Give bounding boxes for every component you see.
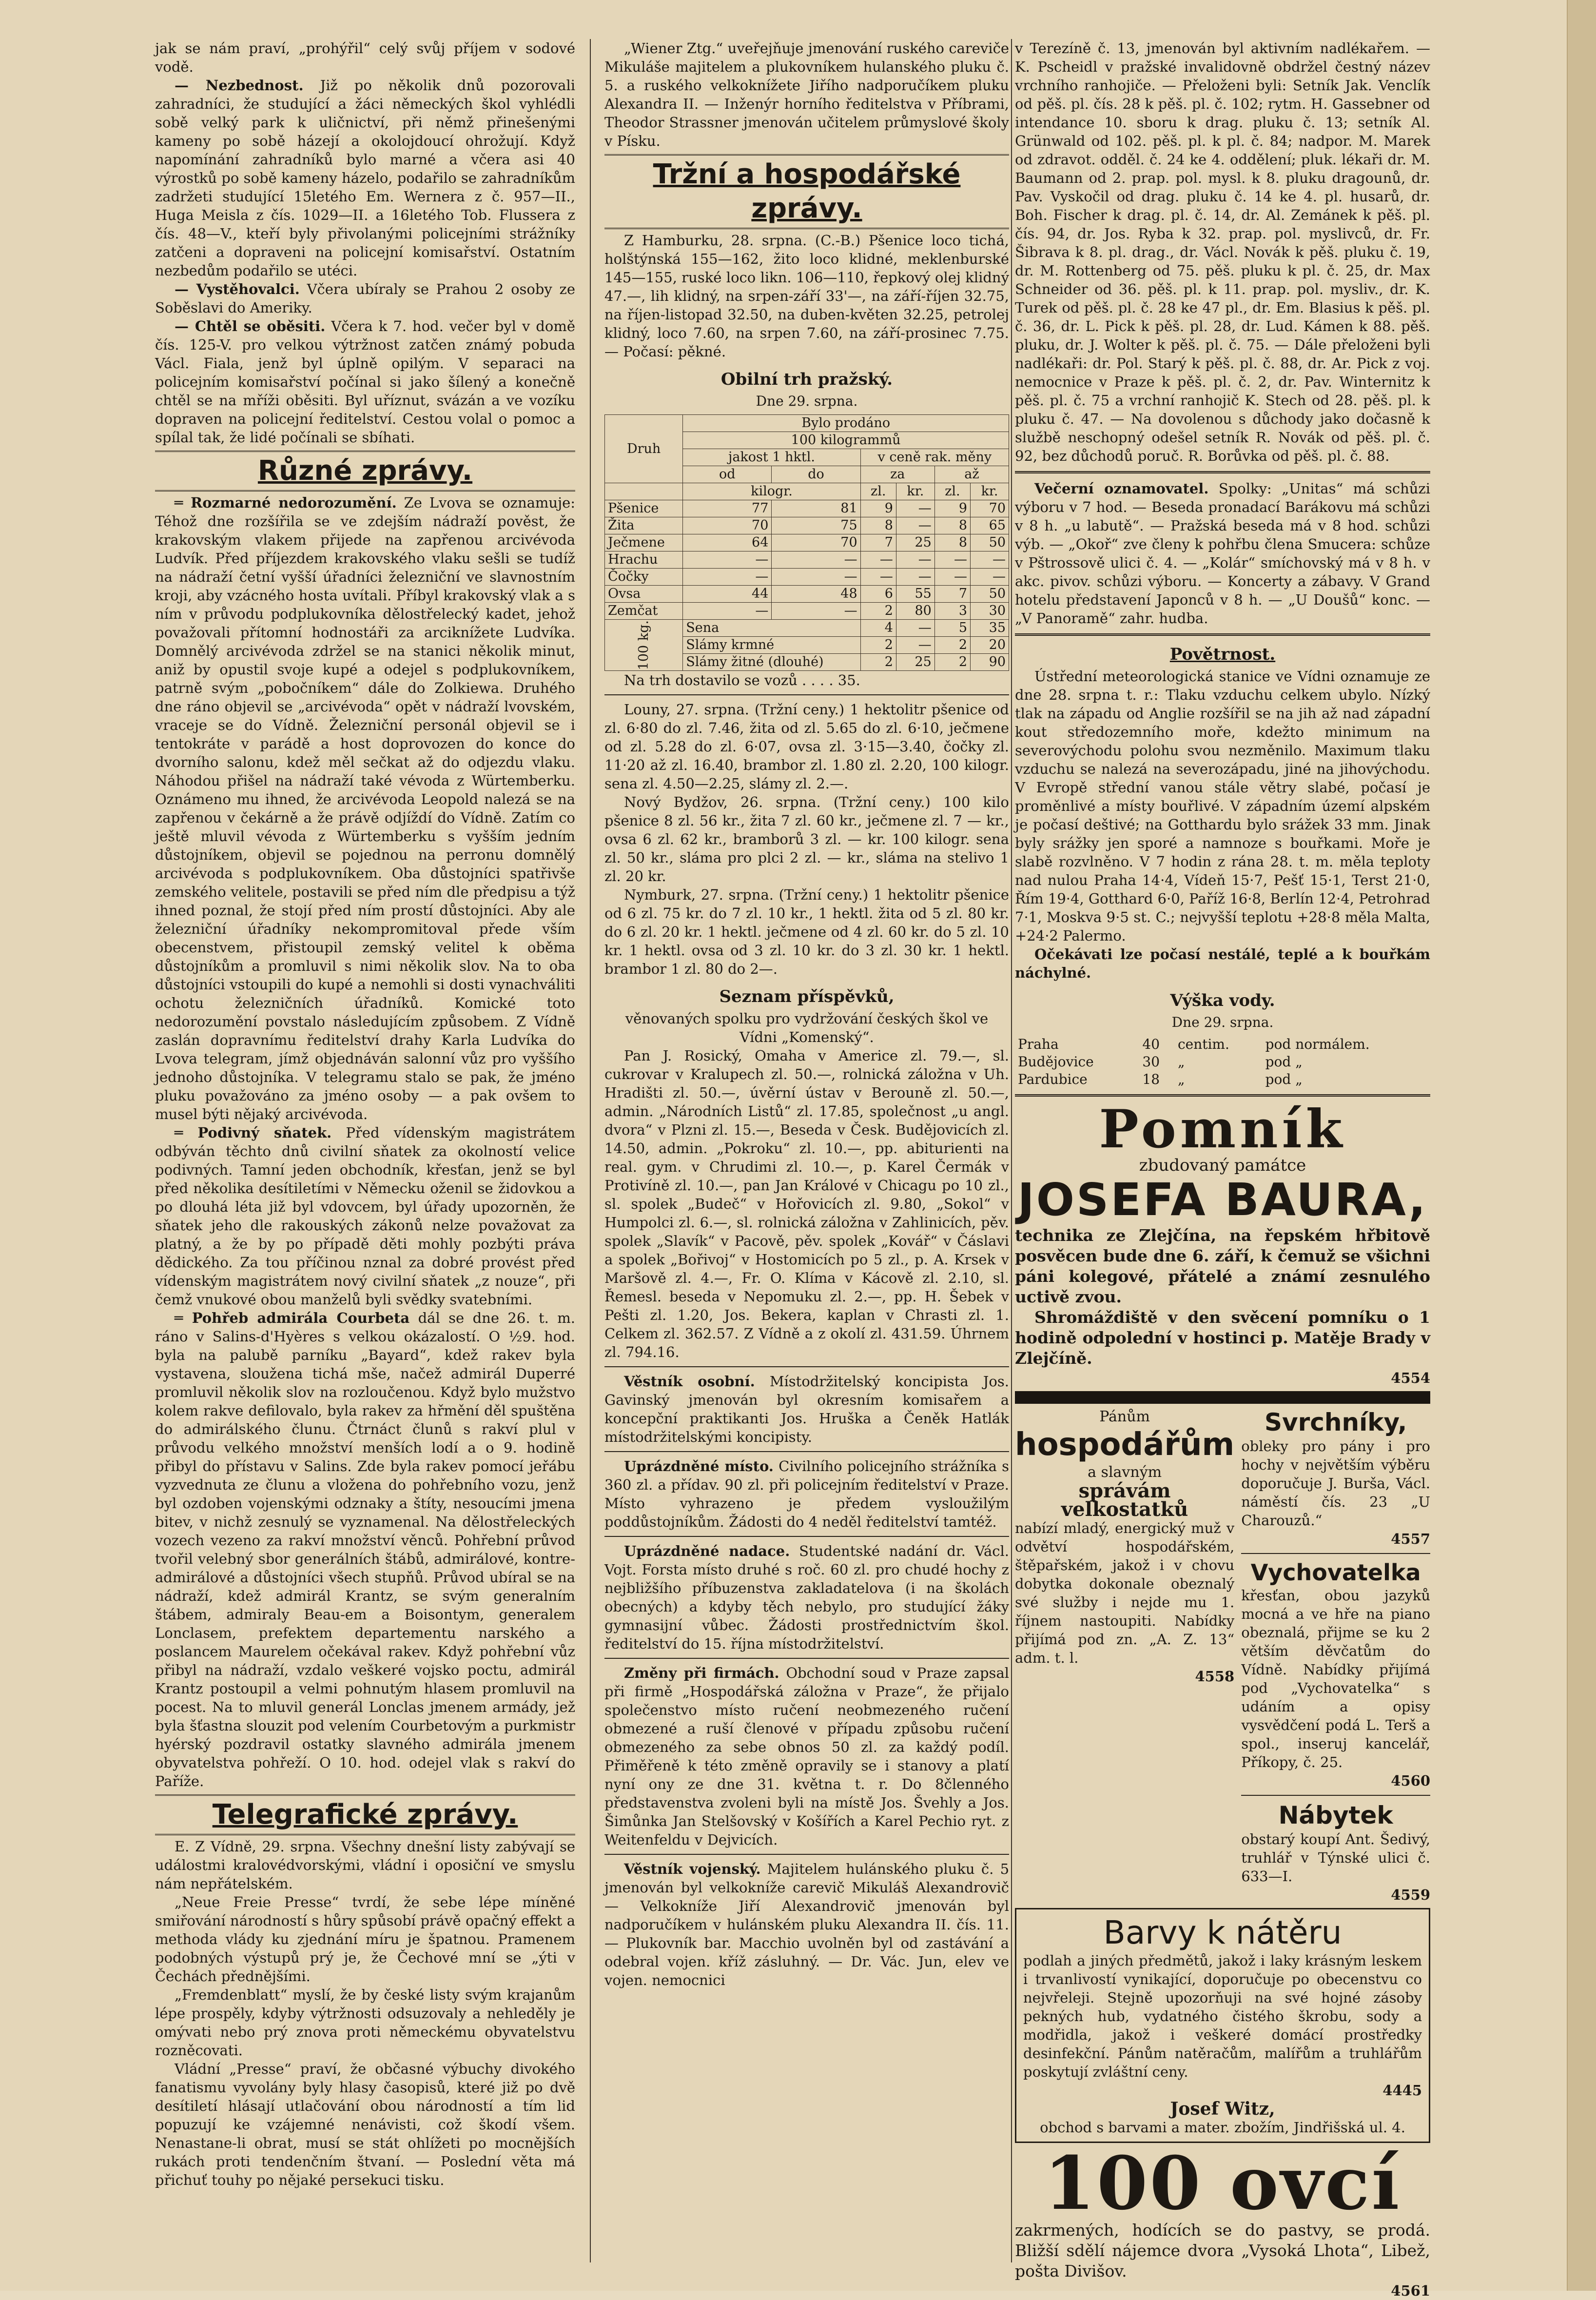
table-header-az: až: [934, 466, 1009, 483]
ad-nabytek-text: obstarý koupí Ant. Šedivý, truhlář v Týnské ulici č. 633—I.: [1241, 1831, 1430, 1885]
ad-number: 4554: [1391, 1370, 1430, 1386]
table-row: Zemčat — — 2 80 3 30: [605, 603, 1009, 620]
table-header-za: za: [860, 466, 934, 483]
table-header-kr: kr.: [896, 483, 934, 500]
telegram-item: Vládní „Presse“ praví, že občasné výbuchy divokého fanatismu vyvolány byly hlasy časopisů, které již po dvě desítiletí hlásají utlačování obou národností a tím lid popuzují ke vzájemné nenávisti, což škodí všem. Nenastane-li obrat, musí se stát ohlížeti po mocnějších rukách proti tendenčním štvaní. — Poslední věta má přichuť touhy po nějaké persekuci tisku.: [155, 2061, 575, 2188]
table-header-do: do: [772, 466, 860, 483]
telegram-item: E. Z Vídně, 29. srpna. Všechny dnešní listy zabývají se událostmi kralovédvorskými, vládní i oposiční ve smyslu nám nepřátelském.: [155, 1838, 575, 1892]
table-row: Budějovice 30 „ pod „: [1018, 1054, 1303, 1070]
ad-hosp-line1: Pánům: [1099, 1408, 1150, 1425]
ad-ovci-title: 100 ovcí: [1044, 2141, 1401, 2226]
news-item: — Vystěhovalci. Včera ubíraly se Prahou 2 osoby ze Soběslavi do Ameriky.: [155, 281, 575, 316]
notice-item: Věstník osobní. Místodržitelský koncipista Jos. Gavinský jmenován byl okresním komisařem a koncepční praktikanti Jos. Hruška a Čeněk Hatlák místodržitelskými koncipisty.: [604, 1373, 1009, 1446]
ad-number: 4559: [1391, 1887, 1430, 1903]
divider: [604, 694, 1009, 695]
market-report-nymburk: Nymburk, 27. srpna. (Tržní ceny.) 1 hektolitr pšenice od 6 zl. 75 kr. do 7 zl. 10 kr., 1 hektl. žita od 5 zl. 80 kr. do 6 zl. 20 kr. 1 hektl. ječmene od 4 zl. 60 kr. do 5 zl. 10 kr. 1 hektl. ovsa od 3 zl. 10 kr. do 3 zl. 30 kr. 1 hektl. brambor 1 zl. 80 do 2—.: [604, 886, 1009, 978]
water-level-date: Dne 29. srpna.: [1171, 1014, 1274, 1030]
table-row: Praha 40 centim. pod normálem.: [1018, 1036, 1370, 1052]
news-item: — Chtěl se oběsiti. Včera k 7. hod. večer byl v domě čís. 125-V. pro velkou výtržnost zatčen známý pobuda Václ. Fiala, jenž byl úplně opilým. V separaci na policejním komisařství počínal si jako šílený a konečně chtěl se na mříži oběsiti. Byl uříznut, svázán a ve vozíku dopraven na policejní ředitelství. Cestou volal o pomoc a spílal tak, že lidé počínali se sbíhati.: [155, 318, 575, 446]
notice-item: Změny při firmách. Obchodní soud v Praze zapsal při firmě „Hospodářská záložna v Praze“, že přijalo společenstvo místo ručení neobmezeného ručení obmezené a ruší členové v případu způsobu ručení obmezeného za sebe obnos 50 zl. za každý podíl. Přiměřeně k této změně opravily se i stanovy a platí nyní ony ze dne 31. května t. r. Do 8členného představenstva zvoleni byli na místě Jos. Švehly a Jos. Šimůnka Jan Stelšovský v Košířích a Karel Pechio ryt. z Weitenfeldu v Dejvicích.: [604, 1665, 1010, 1848]
table-row: Hrachu — — — — — —: [605, 551, 1009, 569]
ad-pomnik-subtitle: zbudovaný památce: [1139, 1156, 1306, 1175]
military-appointments: v Terezíně č. 13, jmenován byl aktivním nadlékařem. — K. Pscheidl v pražské invalidovně obdržel čestný název vrchního ranhojiče. — Přeloženi byli: Setník Jak. Venclík od pěš. pl. čís. 28 k pěš. pl. č. 102; rytm. H. Gassebner od intendance 10. sboru k drag. pluku č. 13; setník Al. Grünwald od 102. pěš. pl. k pl. č. 84; nadpor. M. Marek od zdravot. odděl. č. 24 ke 4. oddělení; pluk. lékaři dr. M. Baumann od 2. prap. pol. mysl. k 8. pluku dragounů, dr. Pav. Vyskočil od drag. pluku č. 14 ke 4. pl. husarů, dr. Boh. Fischer k drag. pl. č. 14, dr. Al. Zemánek k pěš. pl. čís. 94, dr. Jos. Ryba k 32. prap. pol. myslivců, dr. Fr. Šibrava k 8. pl. drag., dr. Václ. Novák k pěš. pluku č. 19, dr. M. Rottenberg od 75. pěš. pluku k pl. č. 25, dr. Max Schneider od 36. pěš. pl. k 11. prap. pol. mysliv., dr. K. Turek od pěš. pl. č. 28 ke 47 pl., dr. Em. Blasius k pěš. pl. č. 36, dr. L. Pick k pěš. pl. 28, dr. Lud. Kámen k 88. pěš. pluku, dr. J. Wolter k pěš. pl. č. 75. — Dále přeloženi byli nadlékaři: dr. Pol. Starý k pěš. pl. č. 88, dr. Ar. Pick z voj. nemocnice v Praze k pěš. pl. č. 2, dr. Pav. Winternitz k pěš. pl. č. 75 a vrchní ranhojič K. Stech od 28. pěš. pl. k pluku č. 47. — Na dovolenou s důchody jako dočasně k službě neschopný odešel setník R. Novák od pěš. pl. č. 92, bez důchodů poruč. R. Borůvka od pěš. pl. č. 88.: [1015, 40, 1430, 464]
contributions-title: Seznam příspěvků,: [719, 987, 895, 1007]
weather-outlook: Očekávati lze počasí nestálé, teplé a k bouřkám náchylné.: [1015, 946, 1430, 981]
section-heading-telegraficke: Telegrafické zprávy.: [155, 1794, 575, 1835]
news-item: ═ Pohřeb admirála Courbeta dál se dne 26. t. m. ráno v Salins-d'Hyères s velkou okázalostí. O ½9. hod. byla na palubě parníku „Bayard“, kdež rakev byla vystavena, sloužena tichá mše, načež admirál Duperré promluvil několik slov na rozloučenou. Když bylo mužstvo kolem rakve defilovalo, byla rakev za hřmění děl spuštěna do admirálského člunu. Čtrnáct člunů s rakví plul v průvodu velkého množství menších lodí a o 9. hodině přibyl do přístavu v Salins. Zde byla rakev pomocí jeřábu vyzvednuta ze člunu a vložena do pohřebního vozu, jenž byl ozdoben vojenskými odznaky a štíty, nesoucími jmena bitev, v nichž zesnulý se vyznamenal. Na dělostřeleckých vozech vezeno za rakví množství věnců. Pohřební průvod tvořil velebný sbor generálních štábů, admirálové, kontre-admirálové a důstojníci všech stupňů. Průvod ubíral se na nádraží, kdež admirál Krantz, se svým generalním štábem, admiraly Beau-em a Boisontym, generalem Lonclasem, prefektem departementu narského a poslancem Maurelem očekával rakev. Když pohřební vůz přibyl na nádraží, vzdalo veškeré vojsko poctu, admirál Krantz postoupil a velmi pohnutým hlasem promluvil na pocest. Na to mluvil generál Lonclas jmenem armády, jež byla šťastna slouzit pod velením Courbetovým a purkmistr hyérský pozdravil ostatky slavného admirála jmenem obyvatelstva pohřeží. O 10. hod. odejel vlak s rakví do Paříže.: [155, 1310, 575, 1789]
ad-vychovatelka-title: Vychovatelka: [1250, 1559, 1421, 1586]
table-header-price: v ceně rak. měny: [860, 449, 1009, 466]
ad-nabytek-title: Nábytek: [1278, 1801, 1393, 1829]
market-table-date: Dne 29. srpna.: [756, 393, 858, 409]
ad-pomnik-meeting: Shromáždiště v den svěcení pomníku o 1 hodině odpolední v hostinci p. Matěje Brady v Zlejčíně.: [1015, 1308, 1430, 1368]
market-report-louny: Louny, 27. srpna. (Tržní ceny.) 1 hektolitr pšenice od zl. 6·80 do zl. 7.46, žita od zl. 5.65 do zl. 6·10, ječmene od zl. 5.28 do zl. 6·07, ovsa zl. 3·15—3.40, čočky zl. 11·20 až zl. 16.40, brambor zl. 1.80 zl. 2.20, 100 kilogr. sena zl. 4.50—2.25, slámy zl. 2.—.: [604, 701, 1009, 792]
divider-bar: [1015, 1391, 1430, 1404]
ad-number: 4558: [1195, 1668, 1235, 1685]
ad-barvy-name: Josef Witz,: [1170, 2099, 1275, 2119]
ad-barvy: [1015, 1908, 1430, 2143]
carts-count: Na trh dostavilo se vozů . . . . 35.: [624, 672, 860, 689]
notice-item: Uprázdněné nadace. Studentské nadání dr. Václ. Vojt. Forsta místo druhé s roč. 60 zl. pro chudé hochy z nejbližšího příbuzenstva zakladatelova (i na školách obecných) a kdyby těch nebylo, pro studující žáky gymnasijní vůbec. Žádosti prostřednictvím škol. ředitelství do 15. října místodržitelství.: [604, 1543, 1009, 1652]
side-label: 100 kg.: [605, 620, 683, 671]
column-left: [155, 39, 575, 2277]
table-row: Slámy krmné 2 — 2 20: [605, 637, 1009, 654]
table-row: Žita 70 75 8 — 8 65: [605, 517, 1009, 534]
ad-barvy-address: obchod s barvami a mater. zbožím, Jindřišská ul. 4.: [1040, 2119, 1405, 2136]
ad-number: 4445: [1382, 2082, 1422, 2099]
notice-item: Věstník vojenský. Majitelem hulánského pluku č. 5 jmenován byl velkokníže carevič Mikuláš Alexandrovič — Velkokníže Jiří Alexandrovič jmenován byl nadporučíkem v hulánském pluku Alexandra II. čís. 11. — Plukovník bar. Macchio uvolněn byl od zastávání a odebral vojen. kříž zásluhný. — Dr. Vác. Jun, elev ve vojen. nemocnici: [604, 1861, 1010, 1989]
market-table-title: Obilní trh pražský.: [720, 370, 893, 389]
table-header-kilogr: kilogr.: [683, 483, 860, 500]
notice-item: Uprázdněné místo. Civilního policejního strážníka s 360 zl. a přídav. 90 zl. při policejním ředitelství v Praze. Místo vyhrazeno je předem vysloužilým poddůstojníkům. Žádosti do 4 neděl ředitelství tamtéž.: [604, 1458, 1009, 1531]
news-item: ═ Rozmarné nedorozumění. Ze Lvova se oznamuje: Téhož dne rozšířila se ve zdejším nádraží pověst, že krakovským vlakem přijede na zapřenou arcivévoda Ludvík. Před příjezdem krakovského vlaku sešli se tudíž na nádraží četní vyšší úřadníci železniční ve slavnostním kroji, aby vzácného hosta uvítali. Příbyl krakovský vlak a s ním v průvodu podplukovníka dělostřelecký kadet, jehož považovali přítomní hodnostáři za arciknížete Ludvíka. Domnělý arcivévoda zdržel se na stanici několik minut, aniž by opustil svoje kupé a odejel s podplukovníkem, patrně svým „pobočníkem“ dále do Zolkiewa. Druhého dne ráno objevil se „arcivévoda“ opět v nádraží lvovském, vraceje se do Vídně. Železniční personál objevil se i tentokráte v parádě a host doprovozen do konce do dvorního salonu, kdež měl sečkat až do odjezdu vlaku. Náhodou přišel na nádraží také vévoda z Würtemberku. Oznámeno mu ihned, že arcivévoda Leopold nalezá se na zapřenou v čekárně a že právě odjíždí do Vídně. Zatím co ještě mluvil vévoda z Würtemberku s vyšším jedním důstojníkem, objevil se pojednou na perronu domnělý arcivévoda s podplukovníkem. Oba důstojníci spatřivše zemského velitele, postavili se před ním dle předpisu a týž ihned poznal, že stojí před ním prostí důstojníci. Aby ale železniční úřadníky nekompromitoval přede vším obecenstvem, přistoupil zemský velitel k oběma důstojníkům a promluvil s nimi několik slov. Na to oba důstojníci vstoupili do kupé a nemohli si dosti vynachváliti ochotu železničních úřadníků. Komické toto nedorozumění povstalo následujícím způsobem. Z Vídně zaslán dopravnímu ředitelství drahy Karla Ludvíka do Lvova telegram, jímž objednáván salonní vůz pro vyššího jednoho důstojníka. V telegramu stalo se pak, že jméno pluku považováno za jméno osoby — a pak ovšem to musel býti nějaký arcivévoda.: [155, 494, 576, 1122]
divider: [604, 1536, 1009, 1537]
ad-svrchniky-text: obleky pro pány i pro hochy v největším výběru doporučuje J. Burša, Václ. náměstí čís. 23 „U Charouzů.“: [1241, 1438, 1430, 1529]
ad-hospodarum: [1015, 1408, 1234, 1904]
divider: [604, 1366, 1009, 1367]
ad-hosp-text: nabízí mladý, energický muž v odvětví hospodářském, štěpařském, jakož i v chovu dobytka dokonale obeznalý své služby i nejde mu 1. říjnem nastoupiti. Nabídky přijímá pod zn. „A. Z. 13“ adm. t. l.: [1015, 1520, 1235, 1666]
ad-hosp-line4: správám velkostatků: [1061, 1479, 1188, 1521]
table-row: Pšenice 77 81 9 — 9 70: [605, 500, 1009, 517]
ad-number: 4557: [1391, 1531, 1430, 1547]
page-binding-edge: [1567, 0, 1596, 2291]
ad-pomnik-name: JOSEFA BAURA,: [1017, 1174, 1428, 1226]
table-header-druh: Druh: [605, 415, 683, 483]
water-level-title: Výška vody.: [1170, 991, 1275, 1010]
ad-hosp-title: hospodářům: [1015, 1427, 1235, 1463]
divider: [604, 1451, 1009, 1452]
weather-report: Ústřední meteorologická stanice ve Vídni oznamuje ze dne 28. srpna t. r.: Tlaku vzduchu celkem ubylo. Nízký tlak na západu od Anglie rozšířil se na jih až nad západní kout středozemního moře, kdežto minimum na severovýchodu polohu svou nezměnilo. Maximum tlaku vzduchu se nalezá na severozápadu, jiné na jihovýchodu. V Evropě střední vanou stále větry slabé, počasí je proměnlivé a místy bouřlivé. V západním území alpském je počasí deštivé; na Gotthardu bylo srážek 33 mm. Jinak byly srážky jen sporé a namnoze s bouřkami. Moře je slabě rozvlněno. V 7 hodin z rána 28. t. m. měla teploty nad nulou Praha 14·4, Vídeň 15·7, Pešť 15·1, Terst 21·0, Řím 19·4, Gotthard 6·0, Paříž 16·8, Berlín 12·4, Petrohrad 7·1, Moskva 9·5 st. C.; nejvyšší teplotu +28·8 měla Malta, +24·2 Palermo.: [1015, 668, 1430, 944]
ad-pomnik-title: Pomník: [1099, 1099, 1346, 1160]
section-heading-trzni: Tržní a hospodářské zprávy.: [604, 154, 1009, 229]
ad-barvy-title: Barvy k nátěru: [1103, 1914, 1342, 1951]
ad-number: 4561: [1391, 2282, 1430, 2299]
contributions-subtitle: věnovaných spolku pro vydržování českých škol ve Vídni „Komenský“.: [625, 1010, 989, 1046]
column-right: [1015, 39, 1431, 2299]
divider: [1241, 1553, 1430, 1554]
divider: [1015, 471, 1430, 473]
table-row: Ovsa 44 48 6 55 7 50: [605, 586, 1009, 603]
ad-barvy-text: podlah a jiných předmětů, jakož i laky krásným leskem i trvanlivostí vynikající, doporučuje po obecenstvu co nejvřeleji. Stejně upozorňuji na své hojné zásoby pekných hub, vydatného čistého škrobu, sody a modřidla, jakož i veškeré domácí prostředky desinfekční. Pánům natěračům, malířům a truhlářům poskytují zvláštní ceny.: [1023, 1952, 1422, 2080]
ad-hosp-line3: a slavným: [1088, 1464, 1162, 1481]
table-header-unit: 100 kilogrammů: [683, 432, 1009, 449]
column-middle: [604, 39, 1009, 2277]
market-report-hamburk: Z Hamburku, 28. srpna. (C.-B.) Pšenice loco tichá, holštýnská 155—162, žito loco klidné, meklenburské 145—155, ruské loco likn. 106—110, řepkový olej klidný 47.—, lih klidný, na srpen-září 33'—, na září-říjen 32.75, na říjen-listopad 32.50, na duben-květen 32.25, petrolej klidný, loco 7.60, na srpen 7.60, na září-prosinec 7.75. — Počasí: pěkné.: [604, 232, 1009, 360]
table-row: Slámy žitné (dlouhé) 2 25 2 90: [605, 654, 1009, 671]
market-report-bydzov: Nový Bydžov, 26. srpna. (Tržní ceny.) 100 kilo pšenice 8 zl. 56 kr., žita 7 zl. 60 kr., ječmene zl. 7 — kr., ovsa 6 zl. 62 kr., bramborů 3 zl. — kr. 100 kilogr. sena zl. 50 kr., sláma pro plci 2 zl. — kr., sláma na stelivo 1 zl. 20 kr.: [604, 794, 1009, 885]
ads-two-column: [1015, 1408, 1430, 1904]
grain-market-table: [604, 414, 1009, 671]
weather-title: Povětrnost.: [1169, 645, 1276, 664]
column-divider-2: [1011, 39, 1012, 2262]
table-header-zl: zl.: [860, 483, 896, 500]
ad-pomnik-text: technika ze Zlejčína, na řepském hřbitově posvěcen bude dne 6. září, k čemuž se všichni páni kolegové, přátelé a známí zesnulého uctivě zvou.: [1015, 1226, 1430, 1306]
column-divider-1: [590, 39, 591, 2262]
ad-ovci-text: zakrmených, hodících se do pastvy, se prodá. Bližší sdělí nájemce dvora „Vysoká Lhota“, Libež, pošta Divišov.: [1015, 2221, 1430, 2280]
divider: [1015, 633, 1430, 636]
section-heading-ruzne: Různé zprávy.: [155, 451, 575, 491]
evening-announcer: Večerní oznamovatel. Spolky: „Unitas“ má schůzi výboru v 7 hod. — Beseda pronadací Barákovu má schůzi v 8 h. „u labutě“. — Pražská beseda má v 8 hod. schůzi výb. — „Okoř“ zve členy k pohřbu člena Smucera: schůze v Pštrossově ulici č. 4. — „Kolár“ smíchovský má v 8 h. v akc. pivov. schůzi výboru. — Koncerty a zábavy. V Grand hotelu představení Japonců v 8 h. — „U Doušů“ konc. — „V Panoramě“ zahr. hudba.: [1015, 480, 1431, 627]
table-header-hektl: jakost 1 hktl.: [683, 449, 860, 466]
table-row: Pardubice 18 „ pod „: [1018, 1071, 1303, 1087]
divider: [1015, 1094, 1430, 1097]
ad-right-stack: [1241, 1408, 1430, 1904]
ad-svrchniky-title: Svrchníky,: [1265, 1408, 1407, 1436]
table-header-zl: zl.: [934, 483, 970, 500]
news-item: ═ Podivný sňatek. Před vídenským magistrátem odbýván těchto dnů civilní sňatek za okolností velice podivných. Tamní jeden obchodník, křesťan, jenž se byl před několika desítiletími v Německu oženil se židovkou a po dlouhá léta již byl vdovcem, byl úřady upozorněn, že sňatek jeho dle rakouských zákonů nelze považovat za platný, a že by po případě děti mohly pozbýti práva dědického. Za tou příčinou nznal za dobré provést před vídenským magistrátem nový civilní sňatek „z nouze“, při čemž vnukové obou manželů byli svědky svatebními.: [155, 1124, 576, 1308]
intro-paragraph: jak se nám praví, „prohýřil“ celý svůj příjem v sodové vodě.: [155, 40, 575, 75]
divider: [1241, 1795, 1430, 1796]
table-row: Ječmene 64 70 7 25 8 50: [605, 534, 1009, 551]
contributions-list: Pan J. Rosický, Omaha v Americe zl. 79.—, sl. cukrovar v Kralupech zl. 50.—, rolnická záložna v Uh. Hradišti zl. 50.—, úvěrní ústav v Berouně zl. 50.—, admin. „Národních Listů“ zl. 17.85, společnost „u angl. dvora“ v Plzni zl. 15.—, Beseda v Česk. Budějovicích zl. 14.50, admin. „Pokroku“ zl. 10.—, pp. abiturienti na real. gym. v Chrudimi zl. 10.—, p. Karel Čermák v Protivíně zl. 10.—, pan Jan Králové v Chicagu po 10 zl., sl. spolek „Budeč“ v Hořovicích zl. 9.80, „Sokol“ v Humpolci zl. 6.—, sl. rolnická záložna v Zahlinicích, pěv. spolek „Slavík“ v Pacově, pěv. spolek „Kovář“ v Čáslavi a spolek „Bořivoj“ v Hostomicích po 5 zl., p. A. Krsek v Maršově zl. 4.—, Fr. O. Klíma v Kácově zl. 2.10, sl. Řemesl. beseda v Nepomuku zl. 2.—, pp. H. Šebek v Pešti zl. 1.20, Jos. Bekera, kaplan v Chrasti zl. 1. Celkem zl. 362.57. Z Vídně a z okolí zl. 431.59. Úhrnem zl. 794.16.: [604, 1047, 1009, 1361]
ad-number: 4560: [1391, 1772, 1430, 1789]
divider: [604, 1854, 1009, 1855]
news-item: — Nezbednost. Již po několik dnů pozorovali zahradníci, že studující a žáci německých škol vyhlédli sobě velký park k uličnictví, při němž přinešenými kameny po sobě házejí a okolojdoucí ohrožují. Když napomínání zahradníků bylo marné a včera asi 40 výrostků po sobě kameny házelo, podařilo se zahradníkům zadržeti studující 15letého Em. Wernera z č. 957—II., Huga Meisla z čís. 1029—II. a 16letého Tob. Flussera z čís. 48—V., kteří byly přivolanými policejními strážníky zatčeni a dopraveni na policejní komisařství. Ostatním nezbedům podařilo se utéci.: [155, 77, 576, 279]
news-item: „Wiener Ztg.“ uveřejňuje jmenování ruského careviče Mikuláše majitelem a plukovníkem hulanského pluku č. 5. a ruského velkoknížete Jiřího nadporučíkem pluku Alexandra II. — Inženýr horního ředitelstva v Příbrami, Theodor Strassner jmenován učitelem průmyslové školy v Písku.: [604, 40, 1009, 149]
table-header-sold: Bylo prodáno: [683, 415, 1009, 432]
ad-vychovatelka-text: křesťan, obou jazyků mocná a ve hře na piano obeznalá, přijme se ku 2 větším děvčatům do Vídně. Nabídky přijímá pod „Vychovatelka“ s udáním a opisy vysvědčení podá L. Terš a spol., inseruj kancelář, Příkopy, č. 25.: [1241, 1587, 1430, 1770]
table-row: 100 kg. Sena 4 — 5 35: [605, 620, 1009, 637]
divider: [604, 1658, 1009, 1659]
telegram-item: „Neue Freie Presse“ tvrdí, že sebe lépe míněné smiřování národností s hůry spůsobí právě opačný effekt a methoda vlády ku zjednání míru je špatnou. Pramenem podobných výstupů prý je, že Čechové mní se „ýti v Čechách přednějšími.: [155, 1894, 575, 1985]
telegram-item: „Fremdenblatt“ myslí, že by české listy svým krajanům lépe prospěly, kdyby výtržnosti odsuzovaly a nehleděly je omývati nebo prý znova proti německému obyvatelstvu rozněcovati.: [155, 1986, 575, 2059]
water-level-table: [1015, 1036, 1430, 1088]
table-row: Čočky — — — — — —: [605, 569, 1009, 586]
table-header-kr: kr.: [971, 483, 1009, 500]
table-header-od: od: [683, 466, 772, 483]
